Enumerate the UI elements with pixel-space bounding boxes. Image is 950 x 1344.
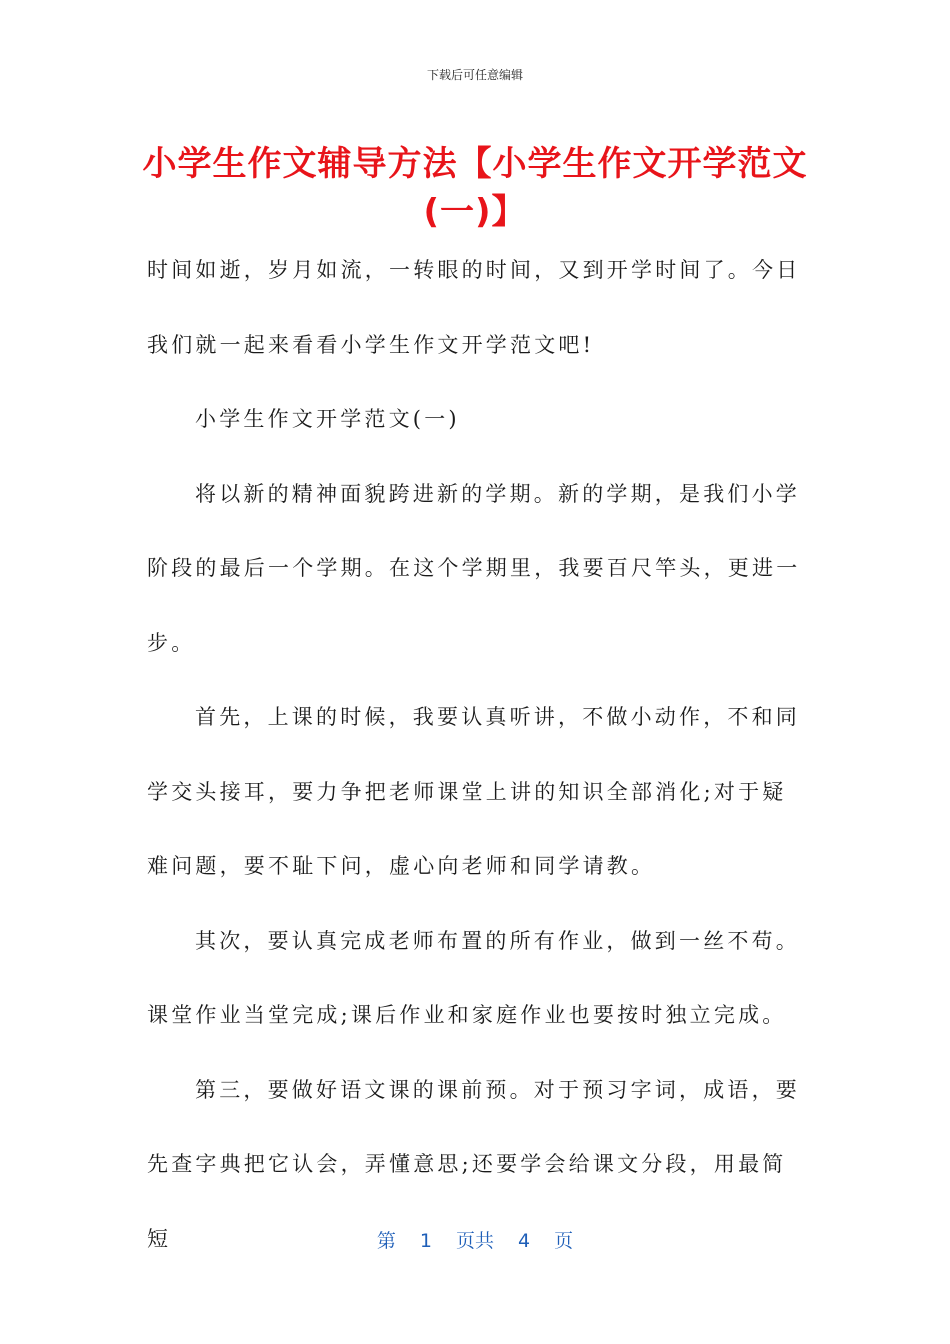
paragraph-3: 其次，要认真完成老师布置的所有作业，做到一丝不苟。课堂作业当堂完成;课后作业和家庭作业也要按时独立完成。 — [147, 928, 800, 1027]
page-label-mid: 页共 — [455, 1230, 494, 1252]
page-header-note: 下载后可任意编辑 — [426, 68, 523, 82]
document-body — [147, 233, 807, 1276]
paragraph-intro: 时间如逝，岁月如流，一转眼的时间，又到开学时间了。今日我们就一起来看看小学生作文开学范文吧! — [147, 258, 801, 357]
page-label-post: 页 — [554, 1230, 574, 1252]
page-footer — [0, 1226, 950, 1253]
paragraph-4: 第三，要做好语文课的课前预。对于预习字词，成语，要先查字典把它认会，弄懂意思;还要学会给课文分段，用最简短 — [147, 1077, 800, 1251]
document-title — [130, 140, 820, 236]
page-label-pre: 第 — [376, 1230, 396, 1252]
paragraph-2: 首先，上课的时候，我要认真听讲，不做小动作，不和同学交头接耳，要力争把老师课堂上讲的知识全部消化;对于疑难问题，要不耻下问，虚心向老师和同学请教。 — [147, 705, 800, 878]
paragraph-1: 将以新的精神面貌跨进新的学期。新的学期，是我们小学阶段的最后一个学期。在这个学期里，我要百尺竿头，更进一步。 — [147, 481, 801, 655]
page-total: 4 — [518, 1230, 531, 1252]
page-current: 1 — [419, 1230, 432, 1252]
document-title-line-1: 小学生作文辅导方法【小学生作文开学范文 — [142, 144, 808, 184]
document-title-line-2: (一)】 — [423, 192, 527, 232]
paragraph-subtitle: 小学生作文开学范文(一) — [195, 407, 460, 431]
